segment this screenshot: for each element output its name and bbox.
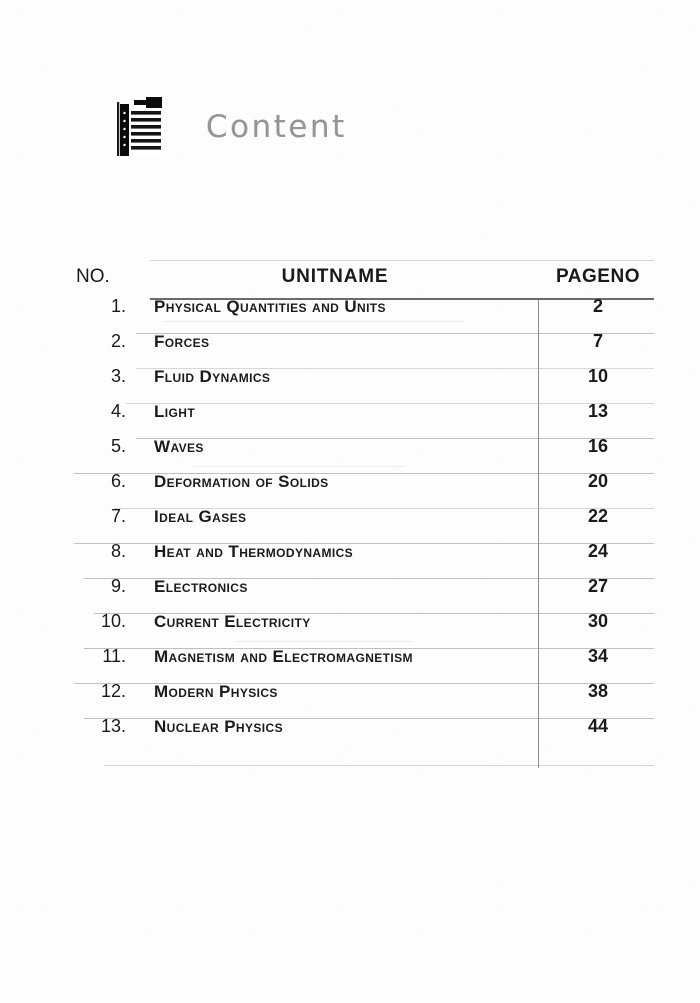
row-number: 4. — [110, 401, 126, 421]
page-title: Content — [206, 109, 347, 145]
row-number: 6. — [110, 471, 126, 491]
table-row[interactable] — [74, 541, 654, 576]
table-row[interactable] — [74, 576, 654, 611]
row-page-no: 16 — [587, 436, 609, 456]
row-number: 13. — [100, 716, 126, 736]
row-number: 7. — [110, 506, 126, 526]
page-header — [112, 96, 347, 158]
table-row[interactable] — [74, 401, 654, 436]
row-unit-name: Electronics — [154, 577, 248, 596]
table-row[interactable] — [74, 681, 654, 716]
row-unit-name: Fluid Dynamics — [154, 367, 271, 386]
row-number: 12. — [100, 681, 126, 701]
row-unit-name: Deformation of Solids — [154, 472, 329, 491]
table-row[interactable] — [74, 646, 654, 681]
header-unitname: UNITNAME — [281, 266, 389, 287]
row-page-no: 2 — [592, 296, 603, 316]
table-row[interactable] — [74, 611, 654, 646]
row-page-no: 7 — [592, 331, 603, 351]
row-number: 3. — [110, 366, 126, 386]
header-pageno: PAGENO — [556, 266, 640, 287]
table-row[interactable] — [74, 716, 654, 751]
row-unit-name: Current Electricity — [154, 612, 311, 631]
row-unit-name: Light — [154, 402, 196, 421]
row-unit-name: Magnetism and Electromagnetism — [154, 647, 413, 666]
document-list-icon — [112, 96, 164, 158]
row-page-no: 27 — [587, 576, 609, 596]
row-unit-name: Nuclear Physics — [154, 717, 284, 736]
table-row[interactable] — [74, 436, 654, 471]
row-page-no: 38 — [587, 681, 609, 701]
table-row[interactable] — [74, 506, 654, 541]
row-unit-name: Physical Quantities and Units — [154, 297, 386, 316]
row-unit-name: Forces — [154, 332, 210, 351]
row-number: 10. — [100, 611, 126, 631]
row-page-no: 22 — [587, 506, 609, 526]
row-unit-name: Waves — [154, 437, 204, 456]
table-row[interactable] — [74, 296, 654, 331]
table-row[interactable] — [74, 471, 654, 506]
table-bottom-rule — [104, 765, 654, 766]
row-page-no: 10 — [587, 366, 609, 386]
table-header-row — [74, 258, 654, 296]
row-number: 1. — [110, 296, 126, 316]
row-page-no: 30 — [587, 611, 609, 631]
row-unit-name: Heat and Thermodynamics — [154, 542, 354, 561]
table-row[interactable] — [74, 331, 654, 366]
header-no: NO. — [76, 266, 110, 287]
row-page-no: 24 — [587, 541, 609, 561]
table-row[interactable] — [74, 366, 654, 401]
row-number: 8. — [110, 541, 126, 561]
row-page-no: 20 — [587, 471, 609, 491]
row-number: 11. — [102, 646, 126, 666]
row-number: 5. — [110, 436, 126, 456]
row-number: 2. — [110, 331, 126, 351]
row-unit-name: Modern Physics — [154, 682, 278, 701]
row-page-no: 34 — [587, 646, 609, 666]
row-number: 9. — [110, 576, 126, 596]
row-page-no: 44 — [587, 716, 609, 736]
row-unit-name: Ideal Gases — [154, 507, 247, 526]
row-page-no: 13 — [587, 401, 609, 421]
contents-table — [74, 258, 654, 751]
